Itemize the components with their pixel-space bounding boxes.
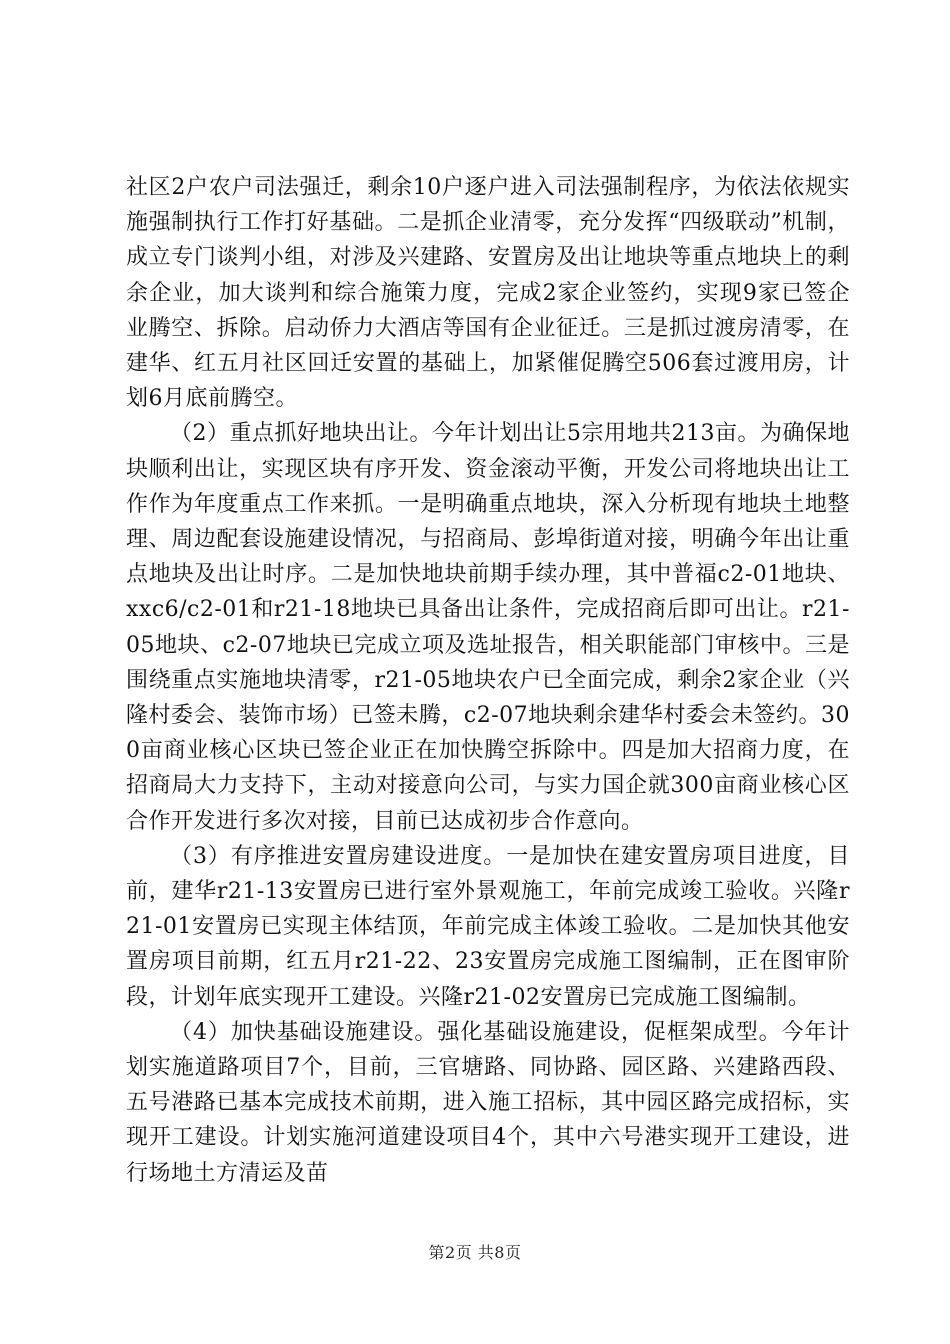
document-body — [126, 170, 850, 1191]
paragraph-3: （3）有序推进安置房建设进度。一是加快在建安置房项目进度，目前，建华r21-13安置房已进行室外景观施工，年前完成竣工验收。兴隆r21-01安置房已实现主体结顶，年前完成主体竣工验收。二是加快其他安置房项目前期，红五月r21-22、23安置房完成施工图编制，正在图审阶段，计划年底实现开工建设。兴隆r21-02安置房已完成施工图编制。 — [126, 843, 850, 1010]
page-number: 第2页 共8页 — [428, 1243, 522, 1262]
paragraph-1: 社区2户农户司法强迁，剩余10户逐户进入司法强制程序，为依法依规实施强制执行工作打好基础。二是抓企业清零，充分发挥“四级联动”机制，成立专门谈判小组，对涉及兴建路、安置房及出让地块等重点地块上的剩余企业，加大谈判和综合施策力度，完成2家企业签约，实现9家已签企业腾空、拆除。启动侨力大酒店等国有企业征迁。三是抓过渡房清零，在建华、红五月社区回迁安置的基础上，加紧催促腾空506套过渡用房，计划6月底前腾空。 — [126, 175, 850, 412]
paragraph-4: （4）加快基础设施建设。强化基础设施建设，促框架成型。今年计划实施道路项目7个，目前，三官塘路、同协路、园区路、兴建路西段、五号港路已基本完成技术前期，进入施工招标，其中园区路完成招标，实现开工建设。计划实施河道建设项目4个，其中六号港实现开工建设，进行场地土方清运及苗 — [126, 1019, 850, 1186]
paragraph-2: （2）重点抓好地块出让。今年计划出让5宗用地共213亩。为确保地块顺利出让，实现区块有序开发、资金滚动平衡，开发公司将地块出让工作作为年度重点工作来抓。一是明确重点地块，深入分析现有地块土地整理、周边配套设施建设情况，与招商局、彭埠街道对接，明确今年出让重点地块及出让时序。二是加快地块前期手续办理，其中普福c2-01地块、xxc6/c2-01和r21-18地块已具备出让条件，完成招商后即可出让。r21-05地块、c2-07地块已完成立项及选址报告，相关职能部门审核中。三是围绕重点实施地块清零，r21-05地块农户已全面完成，剩余2家企业（兴隆村委会、装饰市场）已签未腾，c2-07地块剩余建华村委会未签约。300亩商业核心区块已签企业正在加快腾空拆除中。四是加大招商力度，在招商局大力支持下，主动对接意向公司，与实力国企就300亩商业核心区合作开发进行多次对接，目前已达成初步合作意向。 — [126, 421, 850, 834]
page-footer — [0, 1240, 950, 1263]
